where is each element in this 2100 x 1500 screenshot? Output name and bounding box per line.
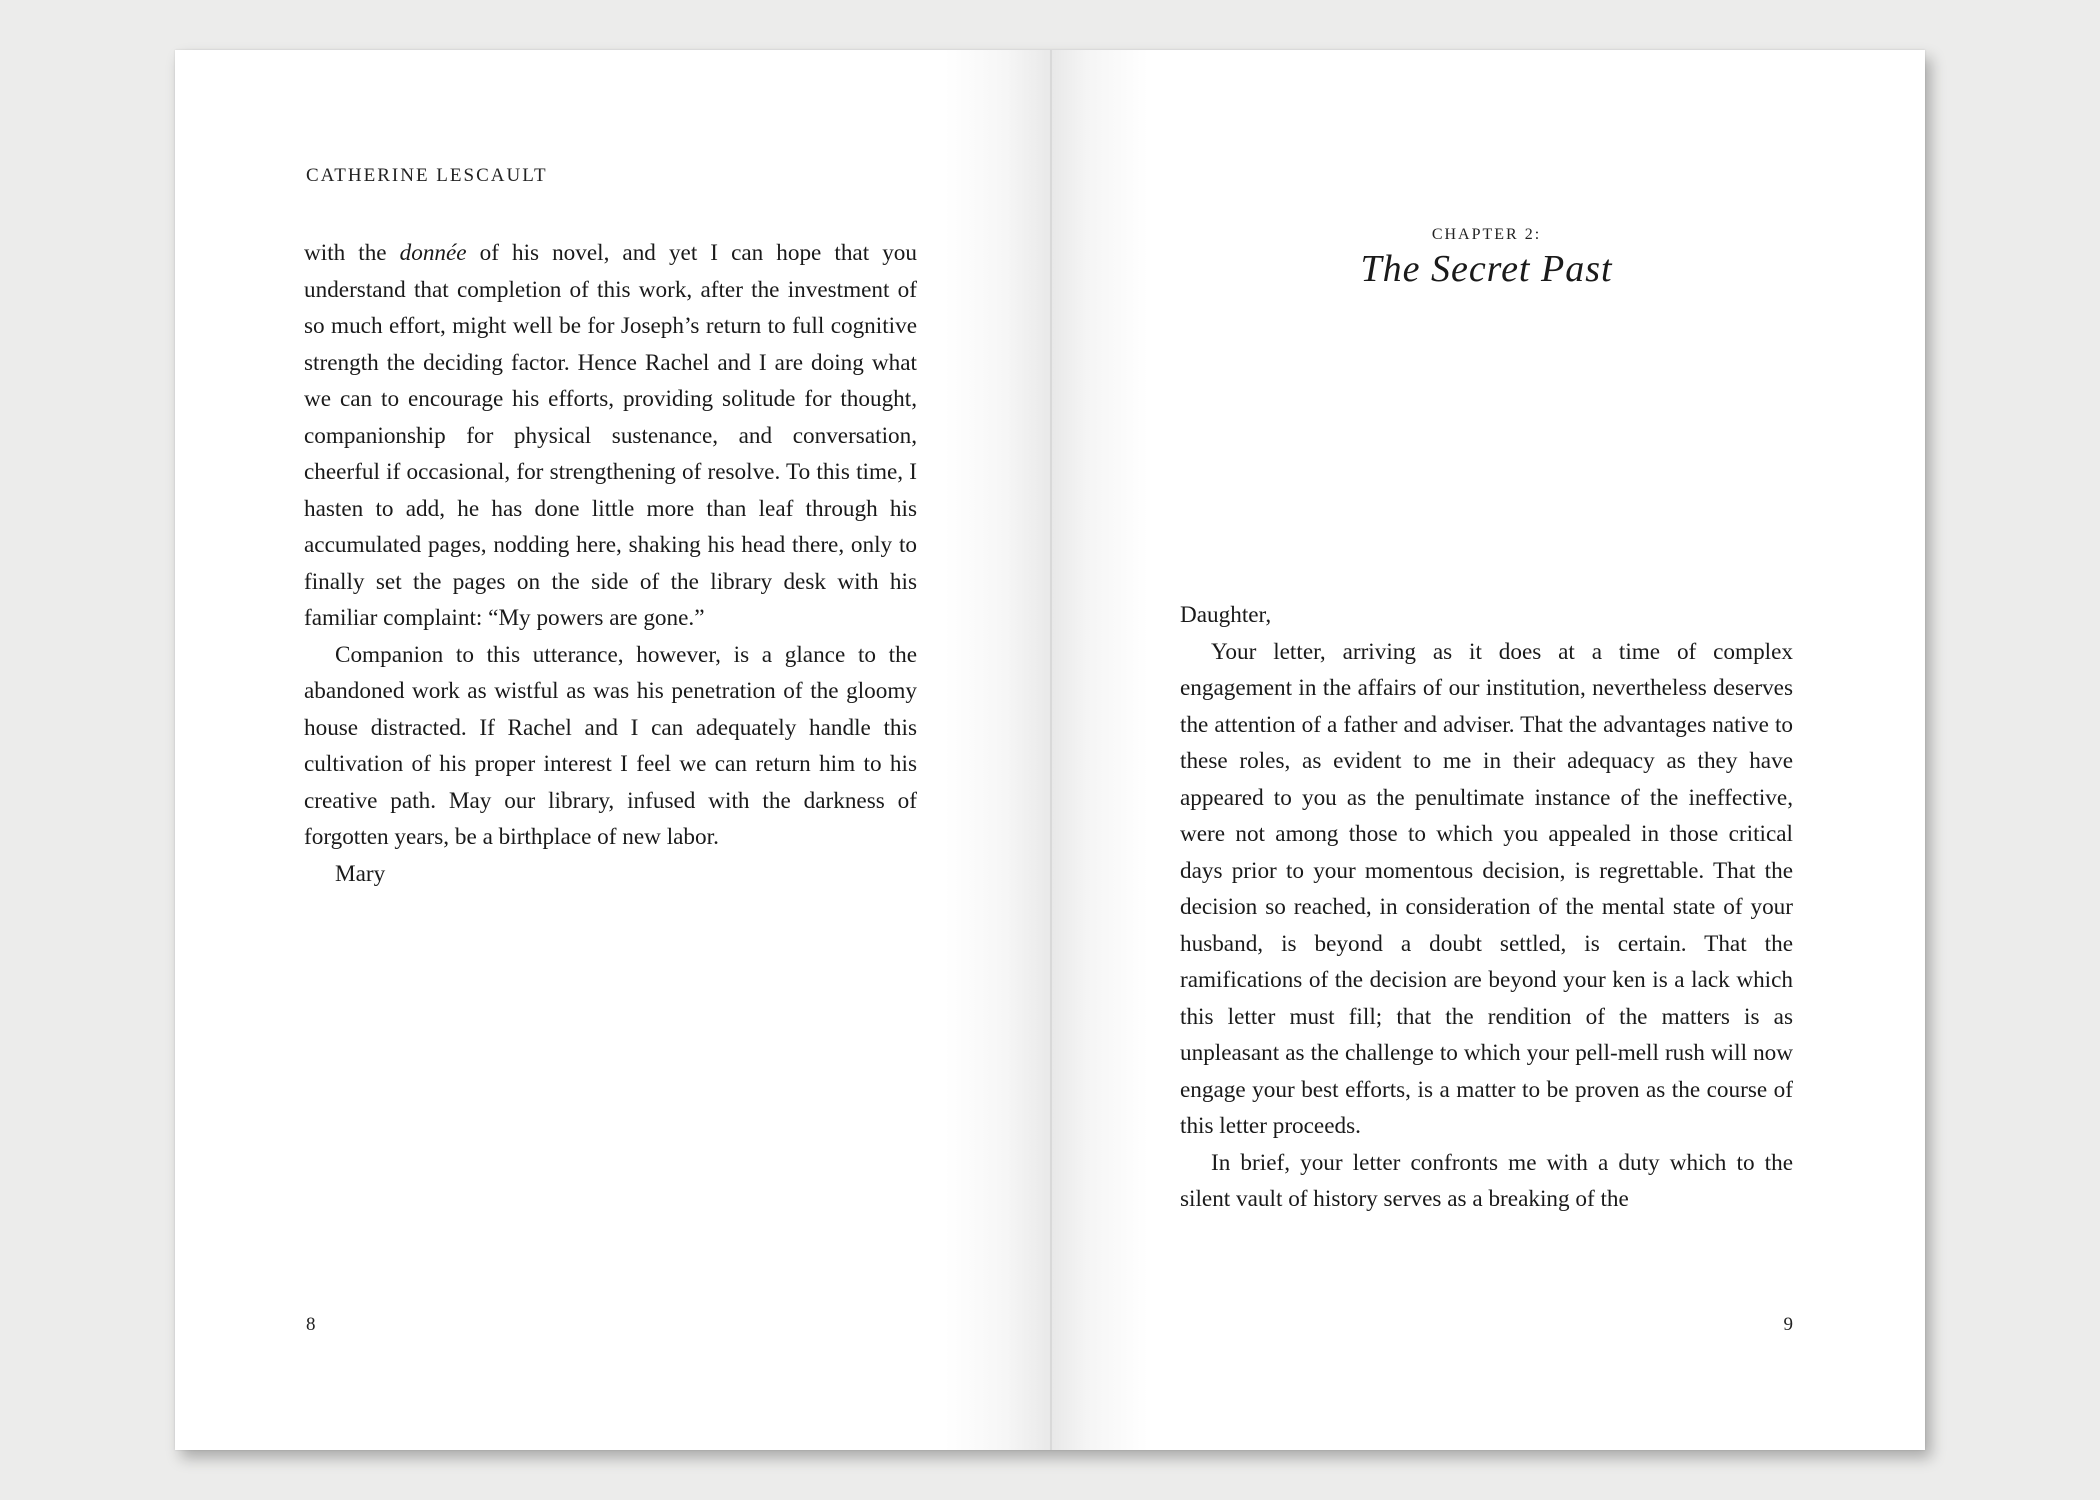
italic-term: donnée [399,240,467,266]
signature: Mary [335,860,386,887]
body-paragraph: In brief, your letter confronts me with a duty which to the silent vault of history serves as a breaking of the [1180,1149,1793,1212]
book-spread [175,50,1925,1450]
chapter-title: The Secret Past [1360,248,1613,290]
chapter-label: CHAPTER 2: [1431,226,1542,243]
left-page [175,50,1050,1450]
page-number: 8 [306,1314,316,1335]
body-paragraph [304,235,917,637]
body-paragraph: Your letter, arriving as it does at a time of complex engagement in the affairs of our institution, nevertheless deserves the attention of a father and adviser. That the advantages native to these roles, as evident to me in their adequacy as they have appeared to you as the penultimate instance of the ineffective, were not among those to which you appealed in those critical days prior to your momentous decision, is regrettable. That the decision so reached, in consideration of the mental state of your husband, is beyond a doubt settled, is certain. That the ramifications of the decision are beyond your ken is a lack which this letter must fill; that the rendition of the matters is as unpleasant as the challenge to which your pell-mell rush will now engage your best efforts, is a matter to be proven as the course of this letter proceeds. [1180,638,1793,1139]
paragraph-text-rest: of his novel, and yet I can hope that you understand that completion of this work, after the investment of so much effort, might well be for Joseph’s return to full cognitive strength the deciding factor. Hence Rachel and I are doing what we can to encourage his efforts, providing solitude for thought, companionship for physical sustenance, and conversation, cheerful if occasional, for strengthening of resolve. To this time, I hasten to add, he has done little more than leaf through his accumulated pages, nodding here, shaking his head there, only to finally set the pages on the side of the library desk with his familiar complaint: “My powers are gone.” [304,240,917,631]
salutation: Daughter, [1180,602,1272,628]
right-page [1052,50,1925,1450]
body-paragraph: Companion to this utterance, however, is a glance to the abandoned work as wistful as was his penetration of the gloomy house distracted. If Rachel and I can adequately handle this cultivation of his proper interest I feel we can return him to his creative path. May our library, infused with the darkness of forgotten years, be a birthplace of new labor. [304,641,917,850]
page-number: 9 [1783,1314,1793,1335]
right-page-body [1180,597,1793,1218]
paragraph-text-start: with the [304,240,400,266]
left-page-body [304,235,917,892]
running-head: CATHERINE LESCAULT [306,165,548,186]
